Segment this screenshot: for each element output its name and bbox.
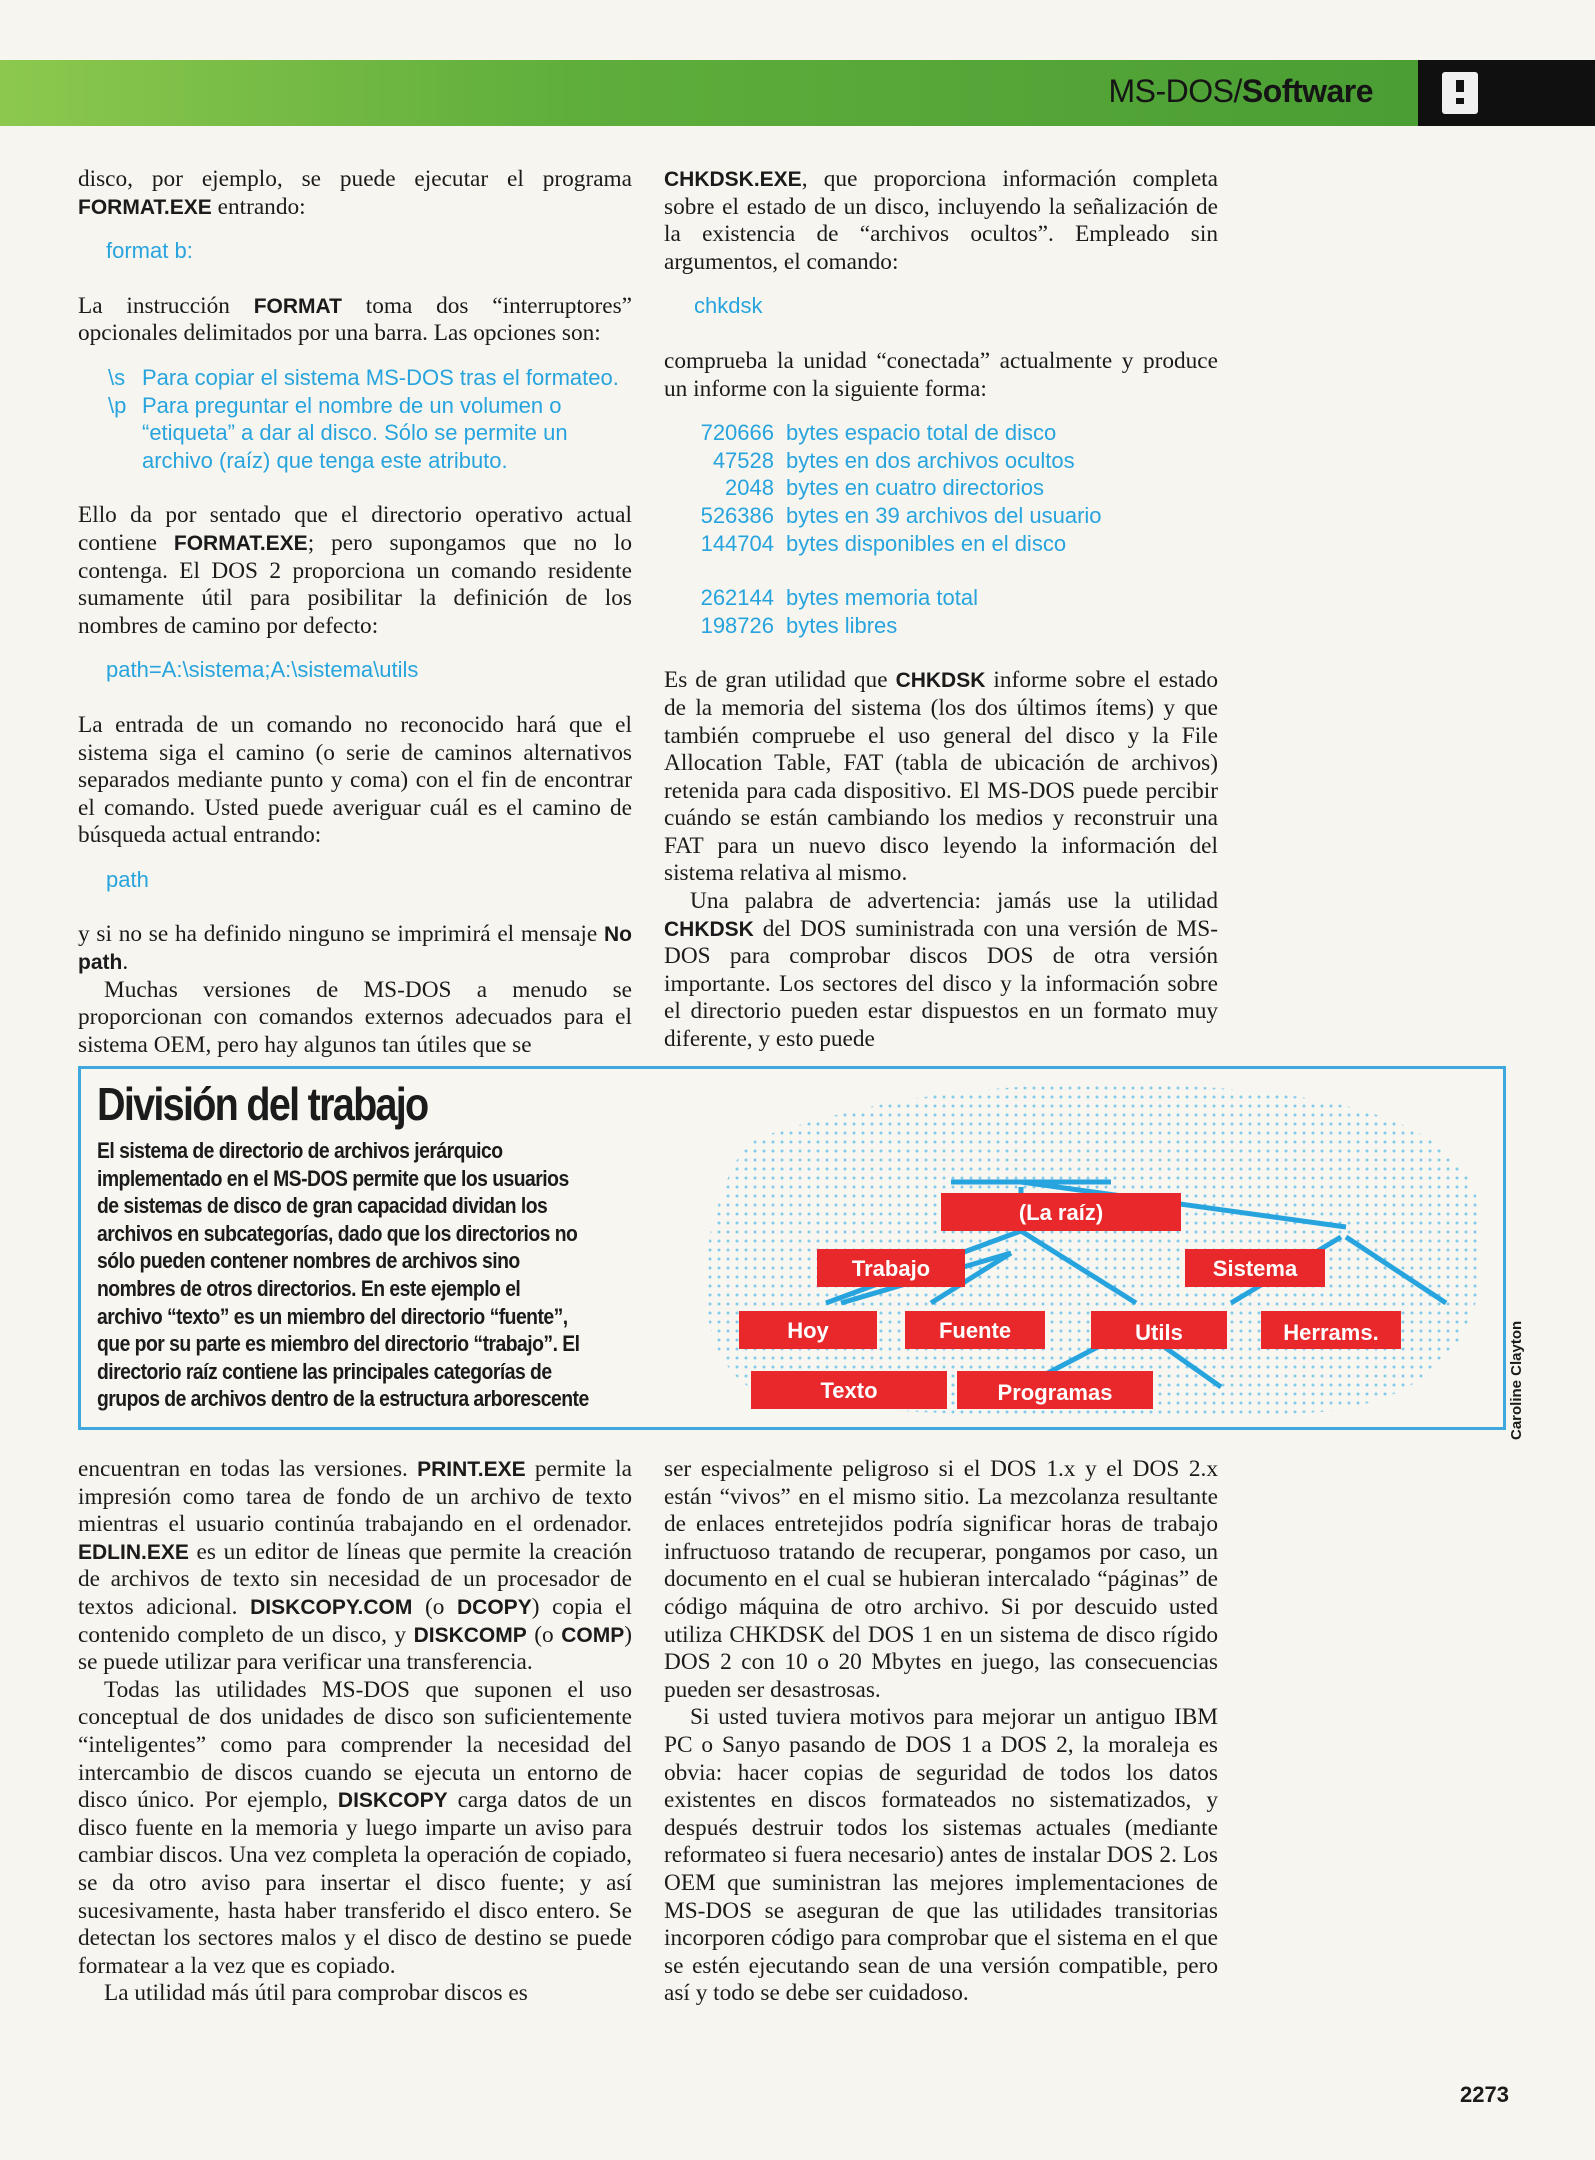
column-right-bottom bbox=[664, 1456, 1218, 2008]
code-line: format b: bbox=[106, 238, 193, 264]
page-number: 2273 bbox=[1460, 2082, 1509, 2107]
label-programas: Programas bbox=[997, 1380, 1113, 1405]
report-line: 47528 bytes en dos archivos ocultos bbox=[712, 447, 1075, 473]
section-title: MS-DOS/Software bbox=[1108, 73, 1373, 109]
header-logo bbox=[1418, 60, 1595, 126]
box-caption: El sistema de directorio de archivos jerárquico implementado en el MS-DOS permite que los usuarios de sistemas de disco de gran capacidad dividan los archivos en subcategorías, dado que los directorios no sólo pueden contener nombres de archivos sino nombres de otros directorios. En este ejemplo el archivo “texto” es un miembro del directorio “fuente”, que por su parte es miembro del directorio “trabajo”. El directorio raíz contiene las principales categorías de grupos de archivos dentro de la estructura arborescente bbox=[97, 1138, 589, 1412]
paragraph: Ello da por sentado que el directorio operativo actual contiene FORMAT.EXE; pero supongamos que no lo contenga. El DOS 2 proporciona un comando residente sumamente útil para posibilitar la definición de los nombres de camino por defecto: bbox=[78, 502, 632, 639]
column-left-top bbox=[78, 166, 632, 1059]
paragraph: La utilidad más útil para comprobar discos es bbox=[104, 1980, 528, 2007]
paragraph: encuentran en todas las versiones. PRINT.EXE permite la impresión como tarea de fondo de un archivo de texto mientras el usuario continúa trabajando en el ordenador. EDLIN.EXE es un editor de líneas que permite la creación de archivos de texto sin necesidad de un procesador de textos adicional. DISKCOPY.COM (o DCOPY) copia el contenido completo de un disco, y DISKCOMP (o COMP) se puede utilizar para verificar una transferencia. bbox=[78, 1456, 632, 1676]
paragraph: y si no se ha definido ninguno se imprimirá el mensaje No path. bbox=[78, 921, 632, 976]
code-line: path bbox=[106, 866, 149, 892]
paragraph: comprueba la unidad “conectada” actualmente y produce un informe con la siguiente forma: bbox=[664, 347, 1218, 402]
label-hoy: Hoy bbox=[787, 1318, 829, 1343]
paragraph: disco, por ejemplo, se puede ejecutar el programa FORMAT.EXE entrando: bbox=[78, 166, 632, 220]
column-left-bottom bbox=[78, 1456, 632, 2008]
sidebar-box bbox=[78, 1066, 1506, 1430]
directory-tree-diagram bbox=[681, 1077, 1501, 1422]
label-root: (La raíz) bbox=[1018, 1200, 1104, 1225]
paragraph: Todas las utilidades MS-DOS que suponen el uso conceptual de dos unidades de disco son suficientemente “inteligentes” como para comprender la necesidad del intercambio de discos cuando se ejecuta un entorno de disco único. Por ejemplo, DISKCOPY carga datos de un disco fuente en la memoria y luego imparte un aviso para cambiar discos. Una vez completa la operación de copiado, se da otro aviso para insertar el disco fuente; y así sucesivamente, hasta haber transferido el disco entero. Se detectan los sectores malos y el disco de destino se puede formatear a la vez que es copiado. bbox=[78, 1676, 632, 1979]
report-line: 2048 bytes en cuatro directorios bbox=[725, 475, 1045, 501]
photo-credit: Caroline Clayton bbox=[1508, 1320, 1525, 1440]
paragraph: Muchas versiones de MS-DOS a menudo se proporcionan con comandos externos adecuados para el sistema OEM, pero hay algunos tan útiles que se bbox=[78, 976, 632, 1058]
report-line: 526386 bytes en 39 archivos del usuario bbox=[700, 502, 1102, 528]
box-title: División del trabajo bbox=[97, 1078, 428, 1130]
code-line: chkdsk bbox=[694, 293, 763, 319]
label-trabajo: Trabajo bbox=[851, 1256, 931, 1281]
label-texto: Texto bbox=[820, 1378, 878, 1403]
report-line: 262144 bytes memoria total bbox=[700, 585, 978, 611]
paragraph: Si usted tuviera motivos para mejorar un antiguo IBM PC o Sanyo pasando de DOS 1 a DOS 2, la moraleja es obvia: hacer copias de seguridad de todos los datos existentes en discos formateados no sistematizados, y después destruir todos los sistemas actuales (mediante reformateo si fuera necesario) antes de instalar DOS 2. Los OEM que suministran las mejores implementaciones de MS-DOS se aseguran de que las utilidades transitorias incorporen código para comprobar que el sistema en el que se estén ejecutando sean de una versión compatible, pero así y todo se debe ser cuidadoso. bbox=[664, 1704, 1218, 2007]
paragraph: La entrada de un comando no reconocido hará que el sistema siga el camino (o serie de caminos alternativos separados mediante punto y coma) con el fin de encontrar el comando. Usted puede averiguar cuál es el camino de búsqueda actual entrando: bbox=[78, 711, 632, 849]
paragraph: Es de gran utilidad que CHKDSK informe sobre el estado de la memoria del sistema (los dos últimos ítems) y que también compruebe el uso general del disco y la File Allocation Table, FAT (tabla de ubicación de archivos) retenida para cada dispositivo. El MS-DOS puede percibir cuándo se están cambiando los medios y reconstruir una FAT para un nuevo disco leyendo la información del sistema relativa al mismo. bbox=[664, 667, 1218, 887]
option-list bbox=[78, 364, 632, 474]
floppy-disk-icon bbox=[1442, 72, 1478, 114]
report-line: 144704 bytes disponibles en el disco bbox=[700, 530, 1067, 556]
paragraph: Una palabra de advertencia: jamás use la utilidad CHKDSK del DOS suministrada con una versión de MS-DOS para comprobar discos DOS de otra versión importante. Los sectores del disco y la información sobre el directorio pueden estar dispuestos en un formato muy diferente, y esto puede bbox=[664, 888, 1218, 1053]
paragraph: ser especialmente peligroso si el DOS 1.x y el DOS 2.x están “vivos” en el mismo sitio. La mezcolanza resultante de enlaces entretejidos podría significar horas de trabajo infructuoso tratando de recuperar, pongamos por caso, un documento en el cual se hubieran intercalado “páginas” de código máquina de otro archivo. Si por descuido usted utiliza CHKDSK del DOS 1 en un sistema de disco rígido DOS 2 con 10 o 20 Mbytes en juego, las consecuencias pueden ser desastrosas. bbox=[664, 1456, 1218, 1703]
label-herrams: Herrams. bbox=[1283, 1320, 1379, 1345]
report-line: 720666 bytes espacio total de disco bbox=[700, 420, 1057, 446]
paragraph: La instrucción FORMAT toma dos “interruptores” opcionales delimitados por una barra. Las opciones son: bbox=[78, 292, 632, 347]
column-right-top bbox=[664, 166, 1218, 1054]
option-item: \s Para copiar el sistema MS-DOS tras el formateo. bbox=[108, 364, 619, 390]
label-fuente: Fuente bbox=[938, 1318, 1012, 1343]
paragraph: CHKDSK.EXE, que proporciona información completa sobre el estado de un disco, incluyendo la señalización de la existencia de “archivos ocultos”. Empleado sin argumentos, el comando: bbox=[664, 166, 1218, 275]
code-line: path=A:\sistema;A:\sistema\utils bbox=[106, 657, 419, 683]
label-sistema: Sistema bbox=[1212, 1256, 1298, 1281]
report-line: 198726 bytes libres bbox=[700, 612, 898, 638]
label-utils: Utils bbox=[1135, 1320, 1183, 1345]
chkdsk-report bbox=[664, 419, 1218, 639]
option-item: \p Para preguntar el nombre de un volumen o “etiqueta” a dar al disco. Sólo se permite un archivo (raíz) que tenga este atributo. bbox=[108, 392, 568, 473]
